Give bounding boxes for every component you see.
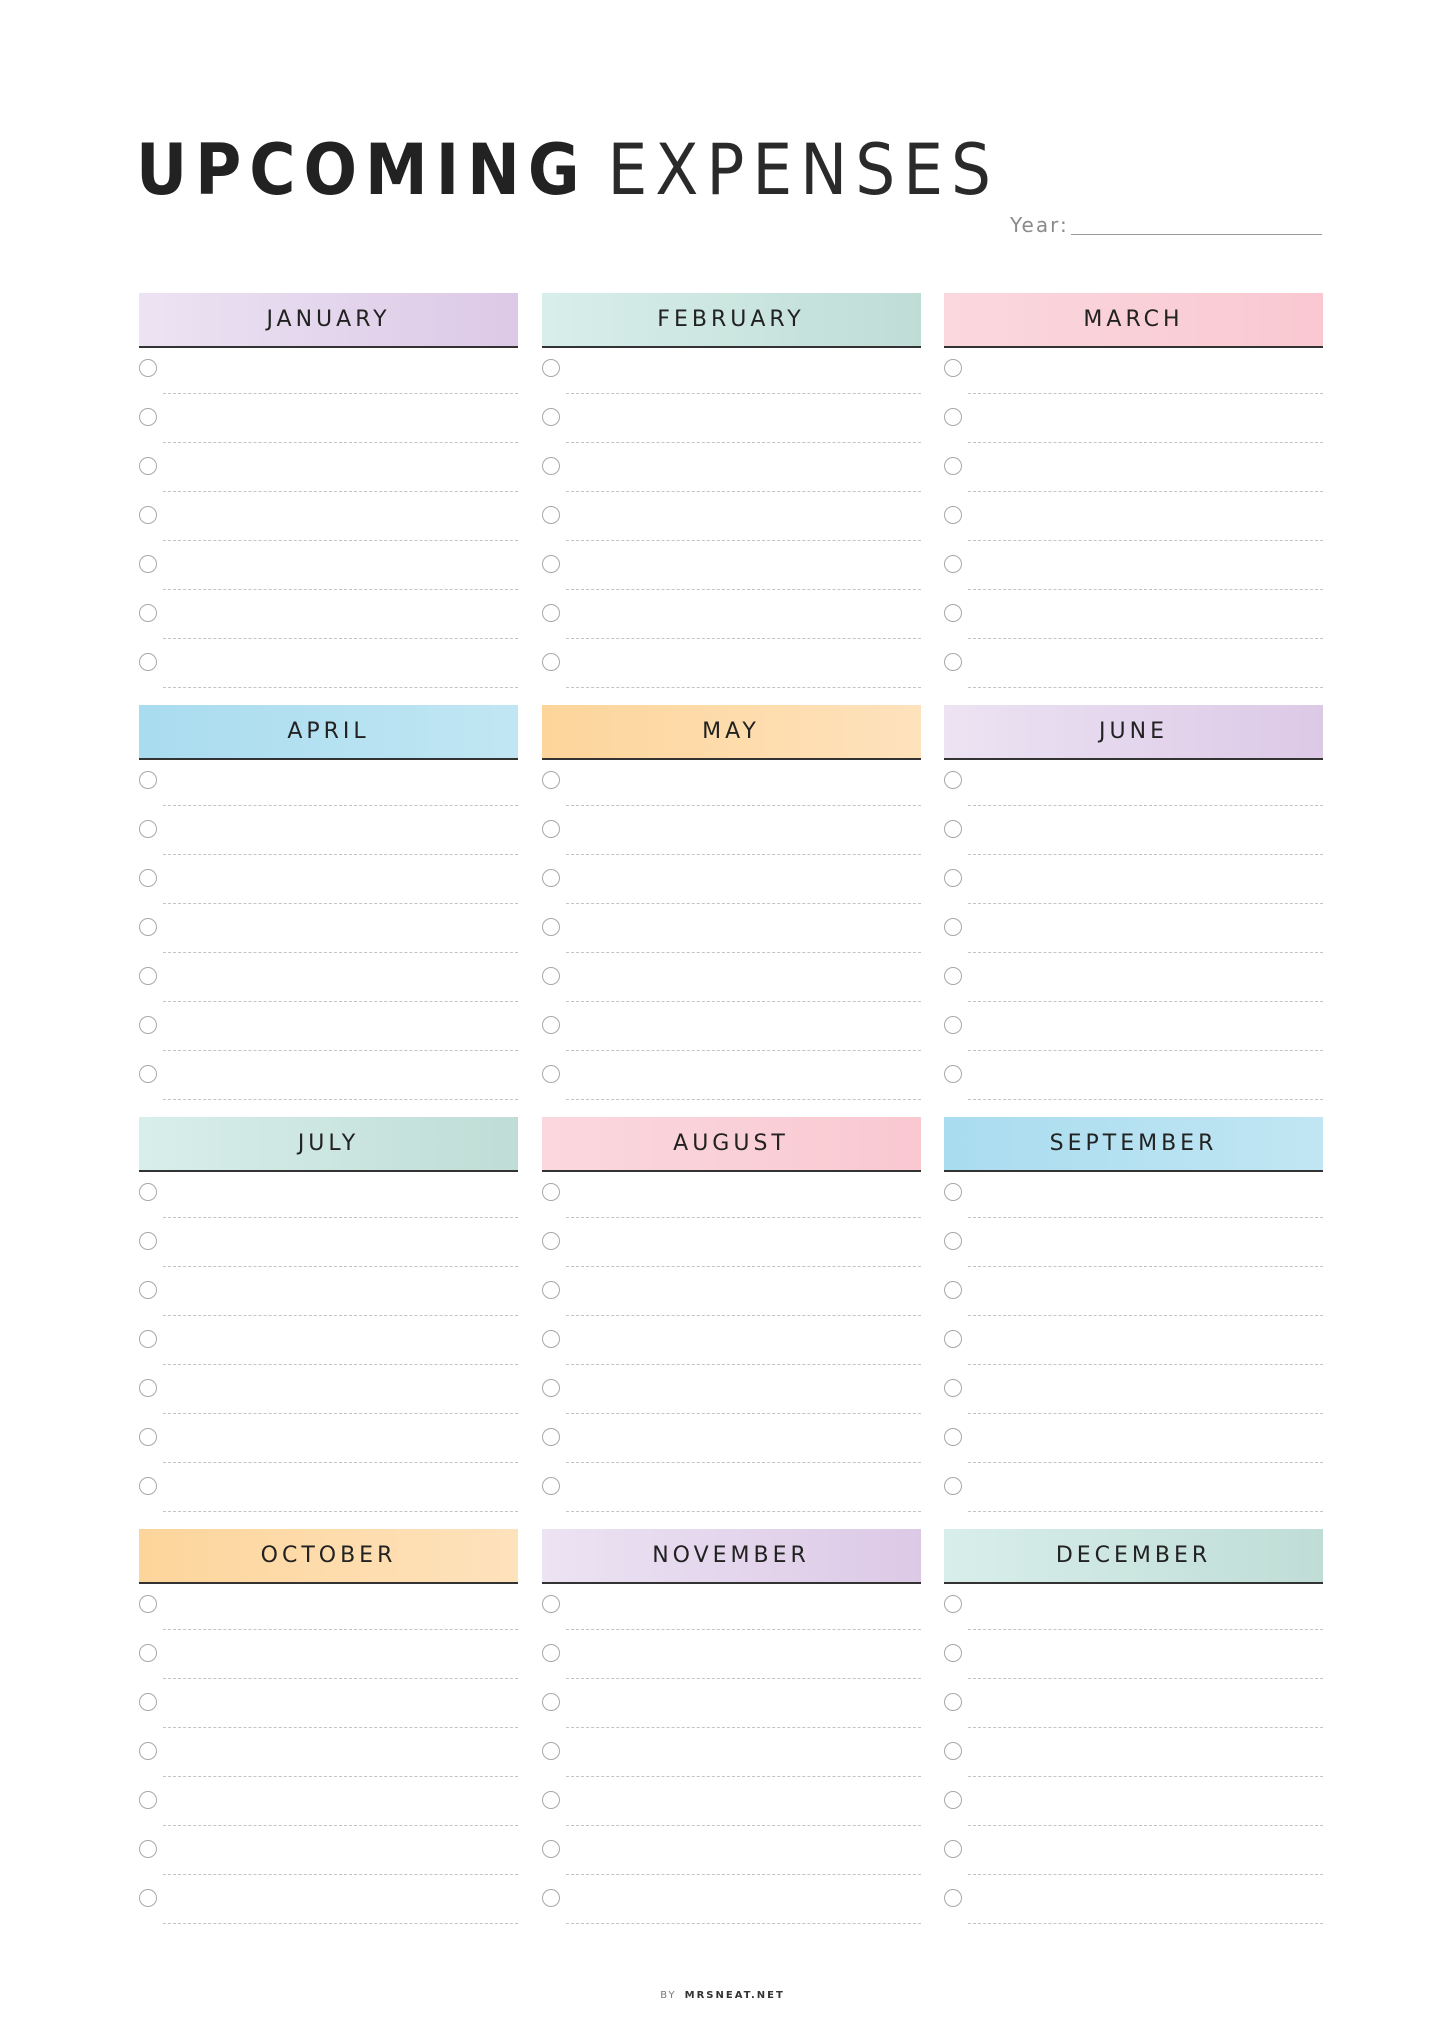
checkbox-circle-icon[interactable] [944,1595,962,1613]
checkbox-circle-icon[interactable] [542,1693,560,1711]
checkbox-circle-icon[interactable] [139,506,157,524]
month-header: MARCH [944,293,1323,348]
dashed-entry-line[interactable] [566,903,921,904]
expense-row[interactable] [944,593,1323,642]
checkbox-circle-icon[interactable] [139,1330,157,1348]
month-header: OCTOBER [139,1529,518,1584]
expense-row[interactable] [944,1319,1323,1368]
expense-row[interactable] [139,495,518,544]
expense-row[interactable] [944,1731,1323,1780]
expense-row[interactable] [139,1172,518,1221]
checkbox-circle-icon[interactable] [542,1232,560,1250]
dashed-entry-line[interactable] [968,1923,1323,1924]
expense-row[interactable] [944,760,1323,809]
dashed-entry-line[interactable] [566,1629,921,1630]
checkbox-circle-icon[interactable] [139,1644,157,1662]
checkbox-circle-icon[interactable] [944,771,962,789]
dashed-entry-line[interactable] [968,805,1323,806]
dashed-entry-line[interactable] [968,1511,1323,1512]
expense-row[interactable] [542,760,921,809]
dashed-entry-line[interactable] [163,1413,518,1414]
expense-row[interactable] [139,1368,518,1417]
checkbox-circle-icon[interactable] [542,408,560,426]
dashed-entry-line[interactable] [968,393,1323,394]
expense-row[interactable] [944,1780,1323,1829]
checkbox-circle-icon[interactable] [139,604,157,622]
checkbox-circle-icon[interactable] [944,1840,962,1858]
checkbox-circle-icon[interactable] [542,1840,560,1858]
checkbox-circle-icon[interactable] [542,1428,560,1446]
month-block-february [542,293,921,705]
checkbox-circle-icon[interactable] [542,653,560,671]
expense-row[interactable] [944,907,1323,956]
expense-row[interactable] [944,1417,1323,1466]
checkbox-circle-icon[interactable] [139,555,157,573]
expense-row[interactable] [944,1270,1323,1319]
expense-row[interactable] [139,1005,518,1054]
checkbox-circle-icon[interactable] [944,457,962,475]
dashed-entry-line[interactable] [566,1266,921,1267]
checkbox-circle-icon[interactable] [139,1742,157,1760]
dashed-entry-line[interactable] [968,638,1323,639]
dashed-entry-line[interactable] [566,1727,921,1728]
month-block-december [944,1529,1323,1941]
dashed-entry-line[interactable] [566,393,921,394]
month-header: FEBRUARY [542,293,921,348]
checkbox-circle-icon[interactable] [139,771,157,789]
checkbox-circle-icon[interactable] [139,967,157,985]
month-block-july [139,1117,518,1529]
expense-row[interactable] [139,1417,518,1466]
checkbox-circle-icon[interactable] [139,1791,157,1809]
dashed-entry-line[interactable] [163,952,518,953]
checkbox-circle-icon[interactable] [944,1183,962,1201]
checkbox-circle-icon[interactable] [944,820,962,838]
checkbox-circle-icon[interactable] [542,1889,560,1907]
checkbox-circle-icon[interactable] [542,1281,560,1299]
month-header: MAY [542,705,921,760]
dashed-entry-line[interactable] [968,1678,1323,1679]
expense-row[interactable] [139,1731,518,1780]
checkbox-circle-icon[interactable] [542,457,560,475]
month-block-april [139,705,518,1117]
expense-row[interactable] [542,1417,921,1466]
dashed-entry-line[interactable] [163,1217,518,1218]
expense-row[interactable] [944,1054,1323,1103]
checkbox-circle-icon[interactable] [542,1330,560,1348]
checkbox-circle-icon[interactable] [139,1232,157,1250]
expense-row[interactable] [944,1878,1323,1927]
expense-row[interactable] [139,858,518,907]
checkbox-circle-icon[interactable] [542,1065,560,1083]
expense-row[interactable] [944,1584,1323,1633]
month-block-june [944,705,1323,1117]
dashed-entry-line[interactable] [968,491,1323,492]
dashed-entry-line[interactable] [968,1413,1323,1414]
expense-row[interactable] [542,1878,921,1927]
dashed-entry-line[interactable] [566,1923,921,1924]
dashed-entry-line[interactable] [566,1050,921,1051]
expense-row[interactable] [944,956,1323,1005]
checkbox-circle-icon[interactable] [944,967,962,985]
checkbox-circle-icon[interactable] [139,653,157,671]
month-block-january [139,293,518,705]
month-header: JUNE [944,705,1323,760]
month-header: NOVEMBER [542,1529,921,1584]
checkbox-circle-icon[interactable] [542,869,560,887]
expense-row[interactable] [139,1270,518,1319]
dashed-entry-line[interactable] [968,1099,1323,1100]
month-block-august [542,1117,921,1529]
dashed-entry-line[interactable] [566,1462,921,1463]
expense-row[interactable] [139,809,518,858]
expense-row[interactable] [542,495,921,544]
expense-row[interactable] [944,1682,1323,1731]
dashed-entry-line[interactable] [163,638,518,639]
dashed-entry-line[interactable] [566,854,921,855]
expense-row[interactable] [139,907,518,956]
dashed-entry-line[interactable] [968,1776,1323,1777]
checkbox-circle-icon[interactable] [542,918,560,936]
dashed-entry-line[interactable] [566,1413,921,1414]
dashed-entry-line[interactable] [566,540,921,541]
expense-list [542,348,921,691]
checkbox-circle-icon[interactable] [944,506,962,524]
dashed-entry-line[interactable] [163,1266,518,1267]
expense-row[interactable] [944,1368,1323,1417]
dashed-entry-line[interactable] [566,1364,921,1365]
expense-row[interactable] [139,1682,518,1731]
checkbox-circle-icon[interactable] [542,1379,560,1397]
expense-list [139,1172,518,1515]
checkbox-circle-icon[interactable] [542,820,560,838]
dashed-entry-line[interactable] [566,1099,921,1100]
dashed-entry-line[interactable] [163,491,518,492]
checkbox-circle-icon[interactable] [542,1595,560,1613]
dashed-entry-line[interactable] [163,1099,518,1100]
expense-row[interactable] [139,1780,518,1829]
dashed-entry-line[interactable] [163,1050,518,1051]
checkbox-circle-icon[interactable] [944,1742,962,1760]
month-header: SEPTEMBER [944,1117,1323,1172]
expense-row[interactable] [139,1221,518,1270]
dashed-entry-line[interactable] [968,589,1323,590]
dashed-entry-line[interactable] [968,1050,1323,1051]
expense-row[interactable] [944,495,1323,544]
checkbox-circle-icon[interactable] [542,771,560,789]
dashed-entry-line[interactable] [163,903,518,904]
footer-by: BY [660,1990,677,2001]
expense-row[interactable] [542,858,921,907]
expense-row[interactable] [542,809,921,858]
checkbox-circle-icon[interactable] [542,1016,560,1034]
checkbox-circle-icon[interactable] [944,408,962,426]
expense-row[interactable] [542,593,921,642]
expense-row[interactable] [944,1466,1323,1515]
expense-row[interactable] [542,642,921,691]
checkbox-circle-icon[interactable] [542,1477,560,1495]
dashed-entry-line[interactable] [566,1678,921,1679]
checkbox-circle-icon[interactable] [944,604,962,622]
expense-row[interactable] [139,348,518,397]
dashed-entry-line[interactable] [968,1266,1323,1267]
expense-row[interactable] [944,1005,1323,1054]
checkbox-circle-icon[interactable] [139,1183,157,1201]
dashed-entry-line[interactable] [163,393,518,394]
checkbox-circle-icon[interactable] [944,918,962,936]
dashed-entry-line[interactable] [968,854,1323,855]
checkbox-circle-icon[interactable] [542,1791,560,1809]
month-block-september [944,1117,1323,1529]
checkbox-circle-icon[interactable] [139,820,157,838]
expense-row[interactable] [944,397,1323,446]
checkbox-circle-icon[interactable] [542,1183,560,1201]
month-header: JULY [139,1117,518,1172]
dashed-entry-line[interactable] [566,491,921,492]
expense-row[interactable] [542,1005,921,1054]
checkbox-circle-icon[interactable] [139,1693,157,1711]
expense-row[interactable] [139,1584,518,1633]
expense-list [139,348,518,691]
dashed-entry-line[interactable] [566,1776,921,1777]
expense-row[interactable] [944,1221,1323,1270]
month-block-march [944,293,1323,705]
checkbox-circle-icon[interactable] [542,506,560,524]
dashed-entry-line[interactable] [163,1364,518,1365]
dashed-entry-line[interactable] [163,1874,518,1875]
dashed-entry-line[interactable] [163,1001,518,1002]
dashed-entry-line[interactable] [968,1364,1323,1365]
dashed-entry-line[interactable] [968,1825,1323,1826]
expense-list [139,760,518,1103]
dashed-entry-line[interactable] [163,589,518,590]
checkbox-circle-icon[interactable] [944,653,962,671]
expense-row[interactable] [542,397,921,446]
dashed-entry-line[interactable] [163,1678,518,1679]
expense-row[interactable] [542,1172,921,1221]
dashed-entry-line[interactable] [566,1001,921,1002]
year-input-line[interactable] [1071,234,1322,235]
expense-list [944,1584,1323,1927]
dashed-entry-line[interactable] [163,687,518,688]
dashed-entry-line[interactable] [968,1874,1323,1875]
month-block-may [542,705,921,1117]
expense-row[interactable] [542,1221,921,1270]
expense-row[interactable] [542,1682,921,1731]
month-header: JANUARY [139,293,518,348]
expense-list [542,1584,921,1927]
dashed-entry-line[interactable] [163,442,518,443]
expense-row[interactable] [542,1368,921,1417]
expense-row[interactable] [542,1633,921,1682]
dashed-entry-line[interactable] [566,952,921,953]
expense-row[interactable] [139,397,518,446]
checkbox-circle-icon[interactable] [139,1379,157,1397]
title-light: EXPENSES [607,129,1000,211]
year-label: Year: [1010,213,1069,237]
checkbox-circle-icon[interactable] [944,1379,962,1397]
expense-row[interactable] [542,1780,921,1829]
checkbox-circle-icon[interactable] [139,1065,157,1083]
expense-row[interactable] [944,642,1323,691]
checkbox-circle-icon[interactable] [139,1428,157,1446]
expense-row[interactable] [139,544,518,593]
footer-credit [0,1990,1445,2001]
expense-row[interactable] [944,348,1323,397]
dashed-entry-line[interactable] [566,687,921,688]
expense-list [542,1172,921,1515]
expense-row[interactable] [944,1829,1323,1878]
expense-row[interactable] [139,760,518,809]
checkbox-circle-icon[interactable] [944,1477,962,1495]
dashed-entry-line[interactable] [566,1874,921,1875]
checkbox-circle-icon[interactable] [944,1065,962,1083]
month-block-october [139,1529,518,1941]
dashed-entry-line[interactable] [163,1511,518,1512]
checkbox-circle-icon[interactable] [139,869,157,887]
checkbox-circle-icon[interactable] [944,1693,962,1711]
expense-row[interactable] [944,446,1323,495]
dashed-entry-line[interactable] [968,1727,1323,1728]
month-header: APRIL [139,705,518,760]
checkbox-circle-icon[interactable] [139,359,157,377]
checkbox-circle-icon[interactable] [139,1281,157,1299]
dashed-entry-line[interactable] [968,952,1323,953]
dashed-entry-line[interactable] [566,805,921,806]
dashed-entry-line[interactable] [163,805,518,806]
dashed-entry-line[interactable] [163,1923,518,1924]
footer-site: MRSNEAT.NET [684,1990,785,2001]
checkbox-circle-icon[interactable] [944,555,962,573]
dashed-entry-line[interactable] [968,1217,1323,1218]
dashed-entry-line[interactable] [566,638,921,639]
months-grid [139,293,1323,1941]
dashed-entry-line[interactable] [163,1315,518,1316]
expense-list [944,1172,1323,1515]
expense-row[interactable] [139,1319,518,1368]
expense-list [542,760,921,1103]
dashed-entry-line[interactable] [163,1776,518,1777]
checkbox-circle-icon[interactable] [944,1281,962,1299]
checkbox-circle-icon[interactable] [944,1428,962,1446]
expense-row[interactable] [542,1319,921,1368]
checkbox-circle-icon[interactable] [542,555,560,573]
expense-row[interactable] [139,956,518,1005]
dashed-entry-line[interactable] [163,1462,518,1463]
checkbox-circle-icon[interactable] [139,1477,157,1495]
month-header: DECEMBER [944,1529,1323,1584]
expense-row[interactable] [542,446,921,495]
expense-row[interactable] [139,1878,518,1927]
dashed-entry-line[interactable] [163,1825,518,1826]
expense-row[interactable] [139,1054,518,1103]
dashed-entry-line[interactable] [968,442,1323,443]
expense-row[interactable] [139,1829,518,1878]
dashed-entry-line[interactable] [163,854,518,855]
expense-row[interactable] [944,809,1323,858]
dashed-entry-line[interactable] [968,1629,1323,1630]
title-bold: UPCOMING [136,129,588,211]
dashed-entry-line[interactable] [968,1462,1323,1463]
checkbox-circle-icon[interactable] [139,457,157,475]
checkbox-circle-icon[interactable] [542,1742,560,1760]
dashed-entry-line[interactable] [968,1315,1323,1316]
dashed-entry-line[interactable] [566,1825,921,1826]
expense-row[interactable] [542,544,921,593]
month-block-november [542,1529,921,1941]
checkbox-circle-icon[interactable] [944,1330,962,1348]
checkbox-circle-icon[interactable] [944,359,962,377]
expense-row[interactable] [139,1466,518,1515]
dashed-entry-line[interactable] [163,1629,518,1630]
dashed-entry-line[interactable] [566,1217,921,1218]
checkbox-circle-icon[interactable] [542,967,560,985]
dashed-entry-line[interactable] [566,1315,921,1316]
dashed-entry-line[interactable] [566,442,921,443]
expense-row[interactable] [944,1172,1323,1221]
dashed-entry-line[interactable] [968,687,1323,688]
checkbox-circle-icon[interactable] [139,408,157,426]
checkbox-circle-icon[interactable] [944,869,962,887]
expense-row[interactable] [542,1731,921,1780]
expense-row[interactable] [542,1584,921,1633]
checkbox-circle-icon[interactable] [542,1644,560,1662]
page-title [136,120,999,220]
checkbox-circle-icon[interactable] [944,1889,962,1907]
expense-row[interactable] [542,1466,921,1515]
expense-row[interactable] [944,1633,1323,1682]
expense-row[interactable] [139,593,518,642]
checkbox-circle-icon[interactable] [944,1232,962,1250]
checkbox-circle-icon[interactable] [139,918,157,936]
expense-list [139,1584,518,1927]
expense-list [944,348,1323,691]
expense-row[interactable] [542,1829,921,1878]
checkbox-circle-icon[interactable] [139,1016,157,1034]
expense-row[interactable] [139,642,518,691]
expense-row[interactable] [542,1054,921,1103]
month-header: AUGUST [542,1117,921,1172]
expense-row[interactable] [139,1633,518,1682]
checkbox-circle-icon[interactable] [542,359,560,377]
checkbox-circle-icon[interactable] [944,1644,962,1662]
expense-row[interactable] [944,544,1323,593]
expense-row[interactable] [944,858,1323,907]
expense-row[interactable] [542,1270,921,1319]
expense-row[interactable] [542,956,921,1005]
checkbox-circle-icon[interactable] [542,604,560,622]
checkbox-circle-icon[interactable] [139,1595,157,1613]
dashed-entry-line[interactable] [566,589,921,590]
dashed-entry-line[interactable] [968,903,1323,904]
dashed-entry-line[interactable] [968,1001,1323,1002]
expense-row[interactable] [139,446,518,495]
expense-row[interactable] [542,907,921,956]
dashed-entry-line[interactable] [968,540,1323,541]
expense-row[interactable] [542,348,921,397]
expense-list [944,760,1323,1103]
checkbox-circle-icon[interactable] [139,1840,157,1858]
checkbox-circle-icon[interactable] [944,1016,962,1034]
year-field[interactable] [1010,208,1322,238]
dashed-entry-line[interactable] [163,540,518,541]
checkbox-circle-icon[interactable] [944,1791,962,1809]
dashed-entry-line[interactable] [566,1511,921,1512]
dashed-entry-line[interactable] [163,1727,518,1728]
checkbox-circle-icon[interactable] [139,1889,157,1907]
